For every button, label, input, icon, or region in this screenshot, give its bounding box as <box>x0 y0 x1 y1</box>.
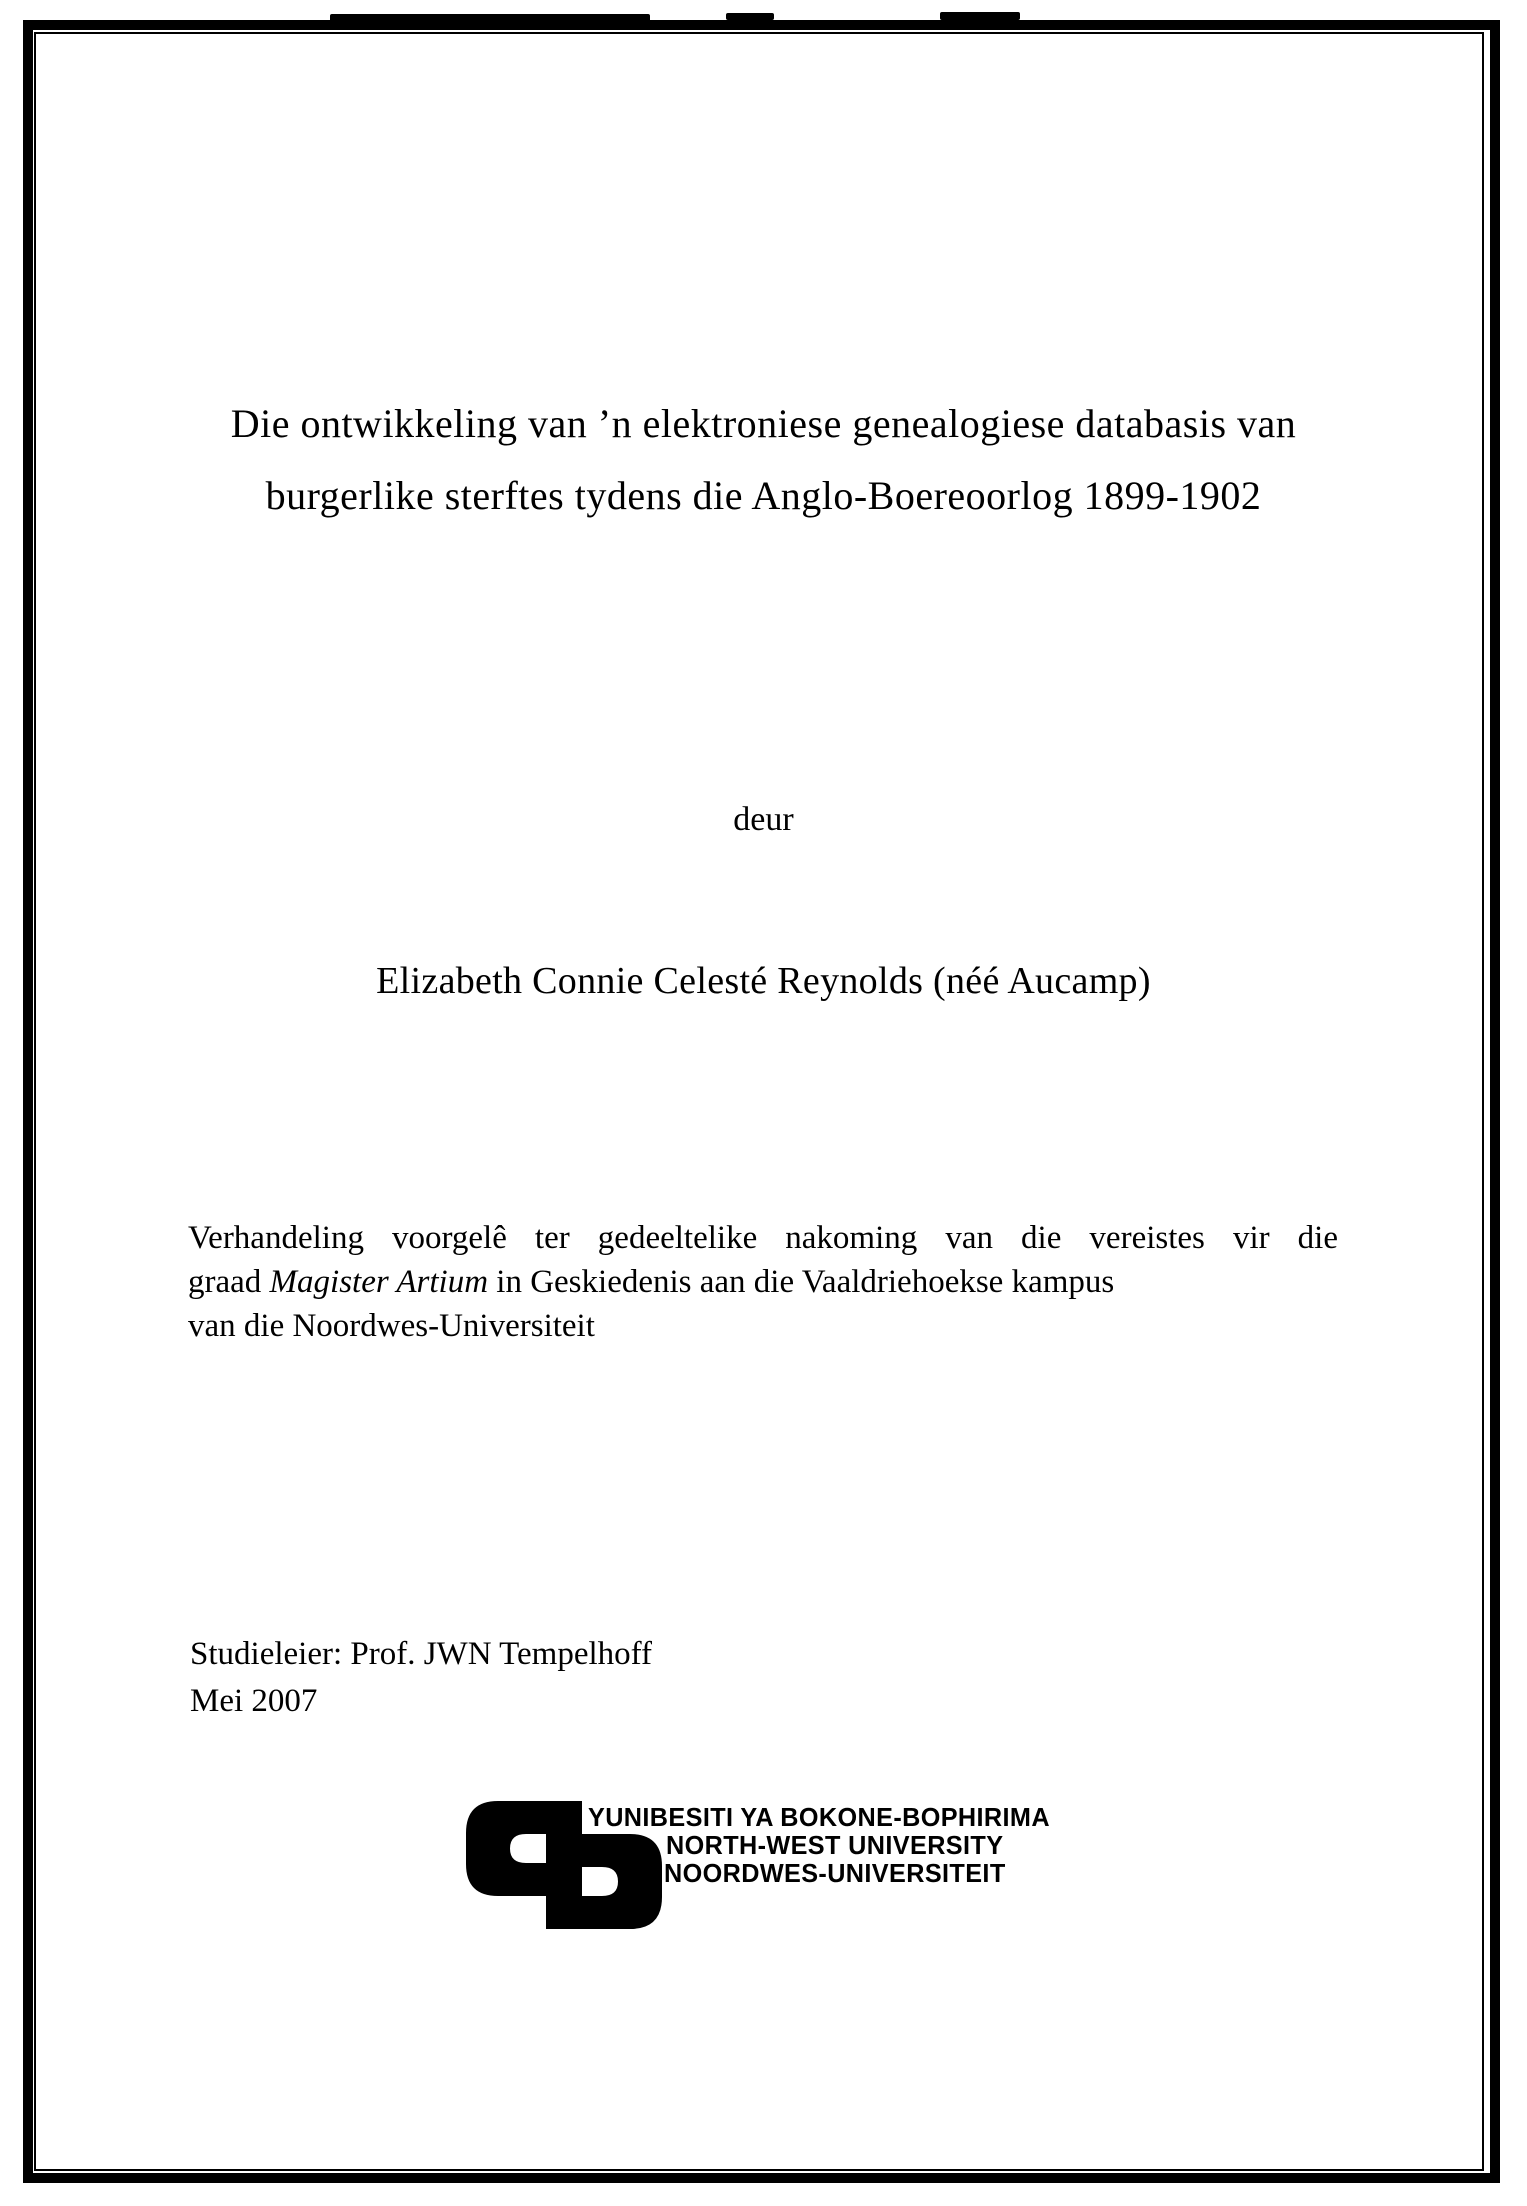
thesis-title-line-2: burgerlike sterftes tydens die Anglo-Boereoorlog 1899-1902 <box>265 473 1262 518</box>
statement-line-1: Verhandeling voorgelê ter gedeeltelike nakoming van die vereistes vir die <box>188 1220 1338 1256</box>
statement-line-3: van die Noordwes-Universiteit <box>188 1308 595 1344</box>
magister-artium-italic: Magister Artium <box>269 1264 489 1300</box>
thesis-title-line-1: Die ontwikkeling van ’n elektroniese genealogiese databasis van <box>230 401 1297 446</box>
supervisor-line: Studieleier: Prof. JWN Tempelhoff <box>190 1636 653 1672</box>
scan-artifact <box>726 13 774 20</box>
logo-text-line-3: NOORDWES-UNIVERSITEIT <box>664 1858 1006 1888</box>
statement-line-2-suffix: in Geskiedenis aan die Vaaldriehoekse kampus <box>488 1264 1115 1300</box>
logo-text-line-2: NORTH-WEST UNIVERSITY <box>666 1830 1004 1860</box>
degree-statement <box>188 1216 1338 1348</box>
scan-artifact <box>940 12 1020 20</box>
logo-text-line-1: YUNIBESITI YA BOKONE-BOPHIRIMA <box>588 1802 1050 1832</box>
statement-line-2 <box>188 1260 1338 1304</box>
byline-deur: deur <box>733 801 794 838</box>
statement-line-2-prefix: graad <box>188 1264 270 1300</box>
scan-artifact <box>330 14 650 22</box>
date-line: Mei 2007 <box>190 1683 318 1719</box>
author-name: Elizabeth Connie Celesté Reynolds (néé Aucamp) <box>376 960 1151 1002</box>
supervisor-and-date <box>190 1631 652 1725</box>
